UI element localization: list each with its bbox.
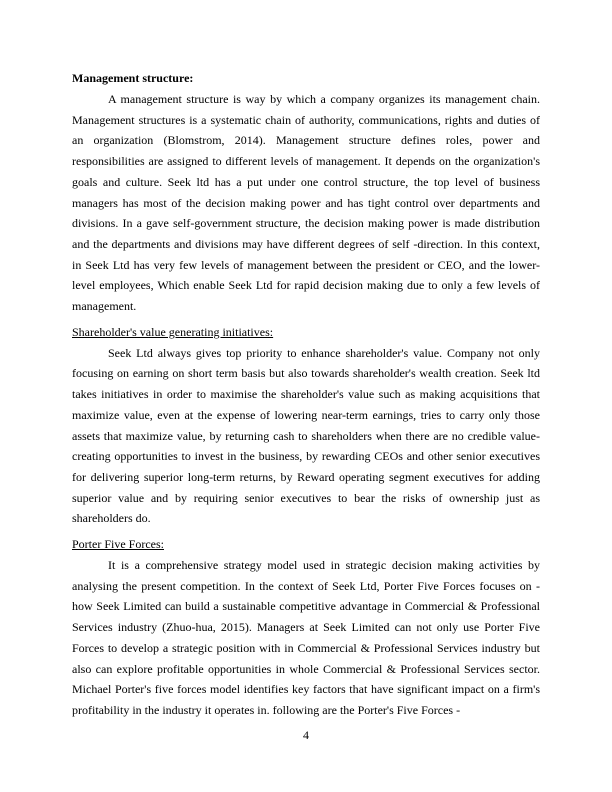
heading-porter-five-forces: Porter Five Forces:: [72, 537, 164, 552]
heading-shareholder-value: Shareholder's value generating initiatives:: [72, 324, 274, 339]
heading-management-structure: Management structure:: [72, 71, 194, 85]
paragraph-management-structure: A management structure is way by which a company organizes its management chain. Management structures is a systematic chain of authority, communications, rights and duties of an organization (Blomstrom, 2014). Management structure defines roles, power and responsibilities are assigned to different levels of management. It depends on the organization's goals and culture. Seek ltd has a put under one control structure, the top level of business managers has most of the decision making power and has tight control over departments and divisions. In a gave self-government structure, the decision making power is made distribution and the departments and divisions may have different degrees of self -direction. In this context, in Seek Ltd has very few levels of management between the president or CEO, and the lower-level employees, Which enable Seek Ltd for rapid decision making due to only a few levels of management.: [72, 92, 540, 314]
paragraph-shareholder-value: Seek Ltd always gives top priority to enhance shareholder's value. Company not only focusing on earning on short term basis but also towards shareholder's wealth creation. Seek ltd takes initiatives in order to maximise the shareholder's value such as making acquisitions that maximize value, even at the expense of lowering near-term earnings, tries to carry only those assets that maximize value, by returning cash to shareholders when there are no credible value-creating opportunities to invest in the business, by rewarding CEOs and other senior executives for delivering superior long-term returns, by Reward operating segment executives for adding superior value and by requiring senior executives to bear the risks of ownership just as shareholders do.: [72, 345, 540, 526]
document-body: [72, 68, 540, 721]
page-number: 4: [303, 728, 309, 742]
paragraph-porter-five-forces: It is a comprehensive strategy model used in strategic decision making activities by analysing the present competition. In the context of Seek Ltd, Porter Five Forces focuses on - how Seek Limited can build a sustainable competitive advantage in Commercial & Professional Services industry (Zhuo-hua, 2015). Managers at Seek Limited can not only use Porter Five Forces to develop a strategic position with in Commercial & Professional Services industry but also can explore profitable opportunities in whole Commercial & Professional Services sector. Michael Porter's five forces model identifies key factors that have significant impact on a firm's profitability in the industry it operates in. following are the Porter's Five Forces -: [72, 558, 540, 717]
